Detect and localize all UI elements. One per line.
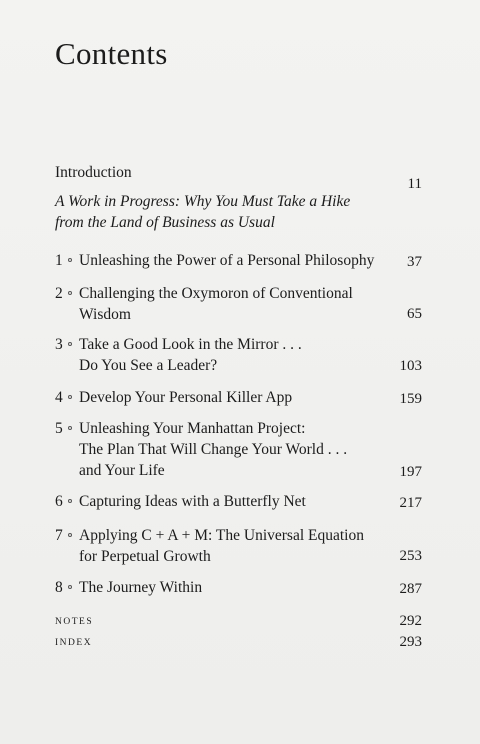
chapter-number: 3: [55, 336, 63, 353]
chapter-title-line: Applying C + A + M: The Universal Equation: [79, 527, 364, 544]
introduction-label: Introduction: [55, 164, 132, 181]
chapter-title: [79, 283, 353, 325]
chapter-title-line: The Journey Within: [79, 579, 203, 596]
chapter-title-line: Take a Good Look in the Mirror . . .: [79, 336, 302, 353]
chapter-title-line: Develop Your Personal Killer App: [79, 389, 293, 406]
chapter-title: [79, 250, 374, 271]
chapter-title: [79, 491, 306, 512]
page-title: Contents: [55, 36, 168, 71]
chapter-title: [79, 577, 202, 598]
chapter-page-number: 65: [407, 306, 422, 322]
bullet-dot-icon: [68, 291, 72, 295]
chapter-number: 6: [55, 493, 63, 510]
chapter-number: 1: [55, 252, 63, 269]
introduction-subtitle-line: A Work in Progress: Why You Must Take a Hike: [55, 193, 351, 210]
chapter-page-number: 253: [399, 548, 422, 564]
chapter-number: 2: [55, 285, 63, 302]
bullet-dot-icon: [68, 499, 72, 503]
bullet-dot-icon: [68, 426, 72, 430]
bullet-dot-icon: [68, 585, 72, 589]
toc-entry-notes[interactable]: NOTES: [55, 617, 94, 627]
bullet-dot-icon: [68, 395, 72, 399]
chapter-title-line: The Plan That Will Change Your World . . .: [79, 441, 348, 458]
chapter-title-line: Do You See a Leader?: [79, 357, 218, 374]
chapter-page-number: 103: [399, 358, 422, 374]
chapter-page-number: 217: [399, 495, 422, 511]
chapter-title-line: Unleashing Your Manhattan Project:: [79, 420, 306, 437]
chapter-title-line: Unleashing the Power of a Personal Philosophy: [79, 252, 375, 269]
notes-page-number: 292: [399, 613, 422, 629]
introduction-subtitle: [55, 191, 385, 233]
chapter-title-line: for Perpetual Growth: [79, 548, 211, 565]
index-page-number: 293: [399, 634, 422, 650]
toc-entry-index[interactable]: INDEX: [55, 638, 93, 648]
chapter-title-line: Capturing Ideas with a Butterfly Net: [79, 493, 306, 510]
chapter-number: 5: [55, 420, 63, 437]
chapter-number: 8: [55, 579, 63, 596]
introduction-page-number: 11: [407, 176, 422, 192]
chapter-title-line: and Your Life: [79, 462, 165, 479]
chapter-number: 4: [55, 389, 63, 406]
chapter-title-line: Challenging the Oxymoron of Conventional: [79, 285, 353, 302]
chapter-number: 7: [55, 527, 63, 544]
chapter-title: [79, 334, 302, 376]
chapter-page-number: 37: [407, 254, 422, 270]
chapter-page-number: 159: [399, 391, 422, 407]
chapter-page-number: 197: [399, 464, 422, 480]
bullet-dot-icon: [68, 533, 72, 537]
chapter-title: [79, 387, 292, 408]
introduction-subtitle-line: from the Land of Business as Usual: [55, 214, 275, 231]
chapter-title-line: Wisdom: [79, 306, 131, 323]
bullet-dot-icon: [68, 258, 72, 262]
chapter-page-number: 287: [399, 581, 422, 597]
bullet-dot-icon: [68, 342, 72, 346]
chapter-title: [79, 418, 347, 481]
chapter-title: [79, 525, 364, 567]
